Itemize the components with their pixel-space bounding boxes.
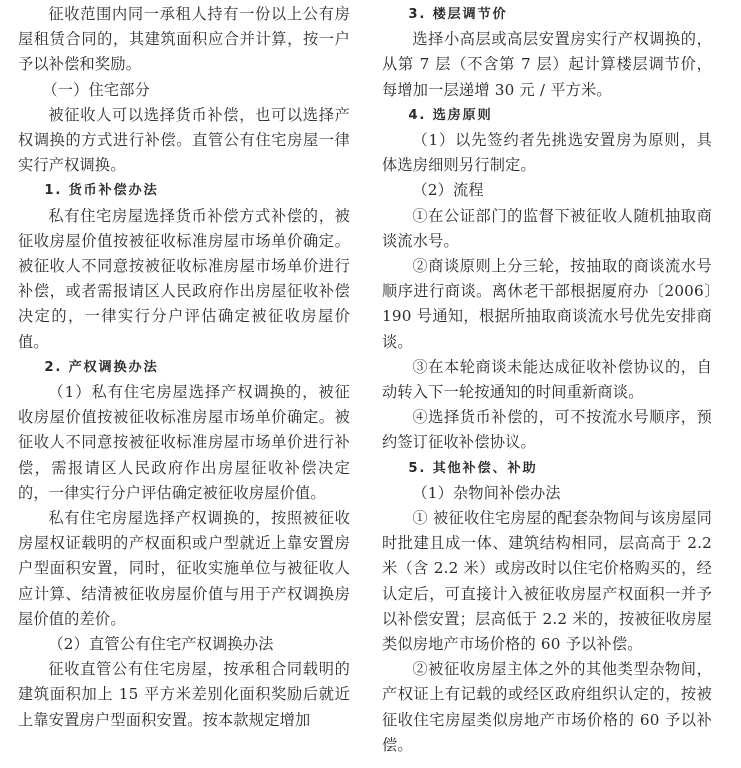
right-column: [382, 2, 712, 758]
paragraph: 征收直管公有住宅房屋，按承租合同载明的建筑面积加上 15 平方米差别化面积奖励后就近上靠安置房户型面积安置。按本款规定增加: [18, 660, 350, 729]
paragraph: （2）直管公有住宅产权调换办法: [48, 635, 274, 654]
paragraph: （2）流程: [412, 181, 484, 200]
paragraph: 私有住宅房屋选择货币补偿方式补偿的，被征收房屋价值按被征收标准房屋市场单价确定。被征收人不同意按被征收标准房屋市场单价进行补偿，或者需报请区人民政府作出房屋征收补偿决定的，一律实行分户评估确定被征收房屋价值。: [18, 206, 350, 351]
paragraph: ① 被征收住宅房屋的配套杂物间与该房屋同时批建且成一体、建筑结构相同，层高高于 2.2 米（含 2.2 米）或房改时以住宅价格购买的，经认定后，可直接计入被征收房屋产权面积一并予以补偿安置；层高低于 2.2 米的，按被征收房屋类似房地产市场价格的 60 予以补偿。: [382, 509, 712, 654]
paragraph: ③在本轮商谈未能达成征收补偿协议的，自动转入下一轮按通知的时间重新商谈。: [382, 357, 712, 402]
paragraph: 选择小高层或高层安置房实行产权调换的，从第 7 层（不含第 7 层）起计算楼层调节价，每增加一层递增 30 元 / 平方米。: [382, 30, 712, 99]
paragraph: ①在公证部门的监督下被征收人随机抽取商谈流水号。: [382, 206, 712, 250]
subheading: 5. 其他补偿、补助: [408, 460, 538, 476]
left-column: [18, 2, 350, 733]
paragraph: （1）私有住宅房屋选择产权调换的，被征收房屋价值按被征收标准房屋市场单价确定。被征收人不同意按被征收标准房屋市场单价进行补偿，需报请区人民政府作出房屋征收补偿决定的，一律实行分户评估确定被征收房屋价值。: [18, 383, 350, 502]
paragraph: 被征收人可以选择货币补偿，也可以选择产权调换的方式进行补偿。直管公有住宅房屋一律实行产权调换。: [18, 105, 350, 175]
paragraph: ②商谈原则上分三轮，按抽取的商谈流水号顺序进行商谈。离休老干部根据厦府办〔2006〕190 号通知，根据所抽取商谈流水号优先安排商谈。: [382, 257, 712, 351]
paragraph: ④选择货币补偿的，可不按流水号顺序，预约签订征收补偿协议。: [382, 408, 712, 452]
section-heading: （一）住宅部分: [42, 80, 151, 99]
paragraph: （1）杂物间补偿办法: [412, 483, 561, 502]
paragraph: 征收范围内同一承租人持有一份以上公有房屋租赁合同的，其建筑面积应合并计算，按一户予以补偿和奖励。: [18, 5, 350, 74]
subheading: 4. 选房原则: [408, 107, 493, 123]
paragraph: ②被征收房屋主体之外的其他类型杂物间，产权证上有记载的或经区政府组织认定的，按被征收住宅房屋类似房地产市场价格的 60 予以补偿。: [382, 660, 712, 754]
subheading: 3. 楼层调节价: [408, 7, 508, 22]
subheading: 1. 货币补偿办法: [44, 183, 159, 199]
paragraph: 私有住宅房屋选择产权调换的，按照被征收房屋权证载明的产权面积或户型就近上靠安置房户型面积安置，同时，征收实施单位与被征收人应计算、结清被征收房屋价值与用于产权调换房屋价值的差价。: [18, 509, 350, 628]
subheading: 2. 产权调换办法: [44, 359, 159, 375]
paragraph: （1）以先签约者先挑选安置房为原则，具体选房细则另行制定。: [382, 131, 712, 175]
